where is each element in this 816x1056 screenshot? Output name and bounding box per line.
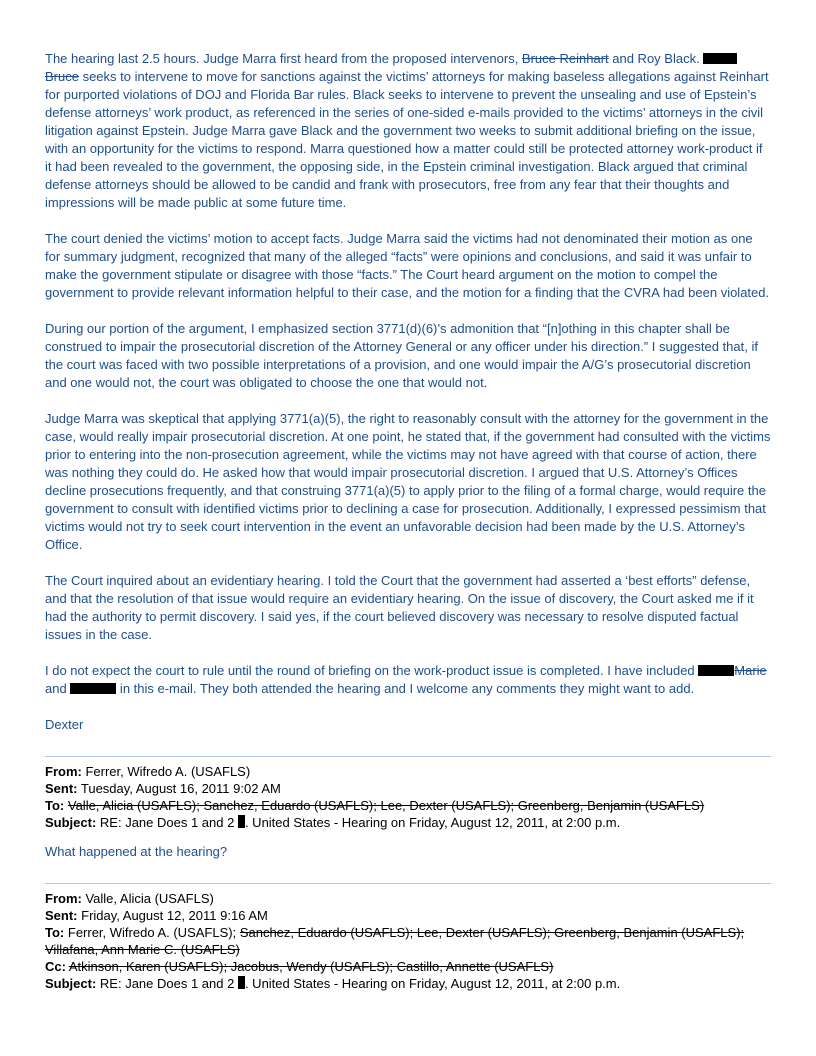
struck-name: Bruce Reinhart [521,51,609,66]
struck-name: Marie [734,663,767,678]
cc-line: Cc: Atkinson, Karen (USAFLS); Jacobus, Wendy (USAFLS); Castillo, Annette (USAFLS) [45,959,554,974]
sent-line: Sent: Friday, August 12, 2011 9:16 AM [45,908,268,923]
body-paragraph-2: The court denied the victims’ motion to accept facts. Judge Marra said the victims had not denominated their motion as one for summary judgment, recognized that many of the alleged “facts” were opinions and conclusions, and said it was unfair to make the government stipulate or disagree with those “facts.” The Court heard argument on the motion to compel the government to provide relevant information helpful to their case, and the motion for a finding that the CVRA had been violated. [45,231,770,300]
redaction-bar [238,976,245,989]
divider [45,883,771,884]
p1-text-a: The hearing last 2.5 hours. Judge Marra first heard from the proposed intervenors, [45,51,522,66]
body-paragraph-4: Judge Marra was skeptical that applying 3771(a)(5), the right to reasonably consult with the attorney for the government in the case, would really impair prosecutorial discretion. At one point, he stated that, if the government had consulted with the victims prior to entering into the non-prosecution agreement, while the victims may not have agreed with that course of action, there was nothing they could do. He asked how that would impair prosecutorial discretion. I argued that U.S. Attorney’s Offices decline prosecutions frequently, and that construing 3771(a)(5) to apply prior to the filing of a formal charge, would require the government to consult with identified victims prior to declining a case for prosecution. Additionally, I expressed pessimism that victims would not try to seek court intervention in the event an unfavorable decision had been made by the U.S. Attorney’s Office. [45,411,771,552]
to-line: To: Valle, Alicia (USAFLS); Sanchez, Eduardo (USAFLS); Lee, Dexter (USAFLS); Greenberg, Benjamin (USAFLS) [45,798,705,813]
subject-line: Subject: RE: Jane Does 1 and 2 . United States - Hearing on Friday, August 12, 2011, at 2:00 p.m. [45,976,621,991]
body-paragraph-6 [45,662,771,698]
redaction-bar [698,665,734,676]
to-line: To: Ferrer, Wifredo A. (USAFLS); Sanchez, Eduardo (USAFLS); Lee, Dexter (USAFLS); Greenberg, Benjamin (USAFLS); Villafana, Ann Marie C. (USAFLS) [45,925,745,957]
p1-text-c: seeks to intervene to move for sanctions against the victims’ attorneys for making baseless allegations against Reinhart for purported violations of DOJ and Florida Bar rules. Black seeks to intervene to prevent the unsealing and use of Epstein’s defense attorneys’ work product, as referenced in the series of one-sided e-mails provided to the victims’ attorneys in the civil litigation against Epstein. Judge Marra gave Black and the government two weeks to submit additional briefing on the issue, with an opportunity for the victims to respond. Marra questioned how a matter could still be protected attorney work-product if it had been revealed to the government, the opposing side, in the Epstein criminal investigation. Black argued that criminal defense attorneys should be allowed to be candid and frank with prosecutors, free from any fear that their thoughts and impressions will be made public at some future time. [45,69,769,210]
sent-line: Sent: Tuesday, August 16, 2011 9:02 AM [45,781,281,796]
from-line: From: Valle, Alicia (USAFLS) [45,891,214,906]
email-header-2 [45,890,771,992]
email-1-message: What happened at the hearing? [45,844,228,859]
p6-text-c: in this e-mail. They both attended the hearing and I welcome any comments they might want to add. [116,681,695,696]
redaction-bar [70,683,116,694]
email-document [45,50,771,992]
divider [45,756,771,757]
p1-text-b: and Roy Black. [608,51,704,66]
signature: Dexter [45,717,84,732]
p6-text-a: I do not expect the court to rule until the round of briefing on the work-product issue is completed. I have included [45,663,699,678]
body-paragraph-1 [45,50,771,212]
redaction-bar [238,815,245,828]
struck-name-2: Bruce [45,69,79,84]
subject-line: Subject: RE: Jane Does 1 and 2 . United States - Hearing on Friday, August 12, 2011, at 2:00 p.m. [45,815,621,830]
email-header-1 [45,763,771,861]
from-line: From: Ferrer, Wifredo A. (USAFLS) [45,764,251,779]
body-paragraph-3: During our portion of the argument, I emphasized section 3771(d)(6)’s admonition that “[n]othing in this chapter shall be construed to impair the prosecutorial discretion of the Attorney General or any officer under his direction.” I suggested that, if the court was faced with two possible interpretations of a provision, and one would impair the A/G’s prosecutorial discretion and one would not, the court was obligated to choose the one that would not. [45,321,758,390]
redaction-bar [703,53,737,64]
body-paragraph-5: The Court inquired about an evidentiary hearing. I told the Court that the government had asserted a ‘best efforts” defense, and that the resolution of that issue would require an evidentiary hearing. On the issue of discovery, the Court asked me if it had the authority to permit discovery. I said yes, if the court believed discovery was necessary to resolve disputed factual issues in the case. [45,573,754,642]
p6-text-b: and [45,681,71,696]
